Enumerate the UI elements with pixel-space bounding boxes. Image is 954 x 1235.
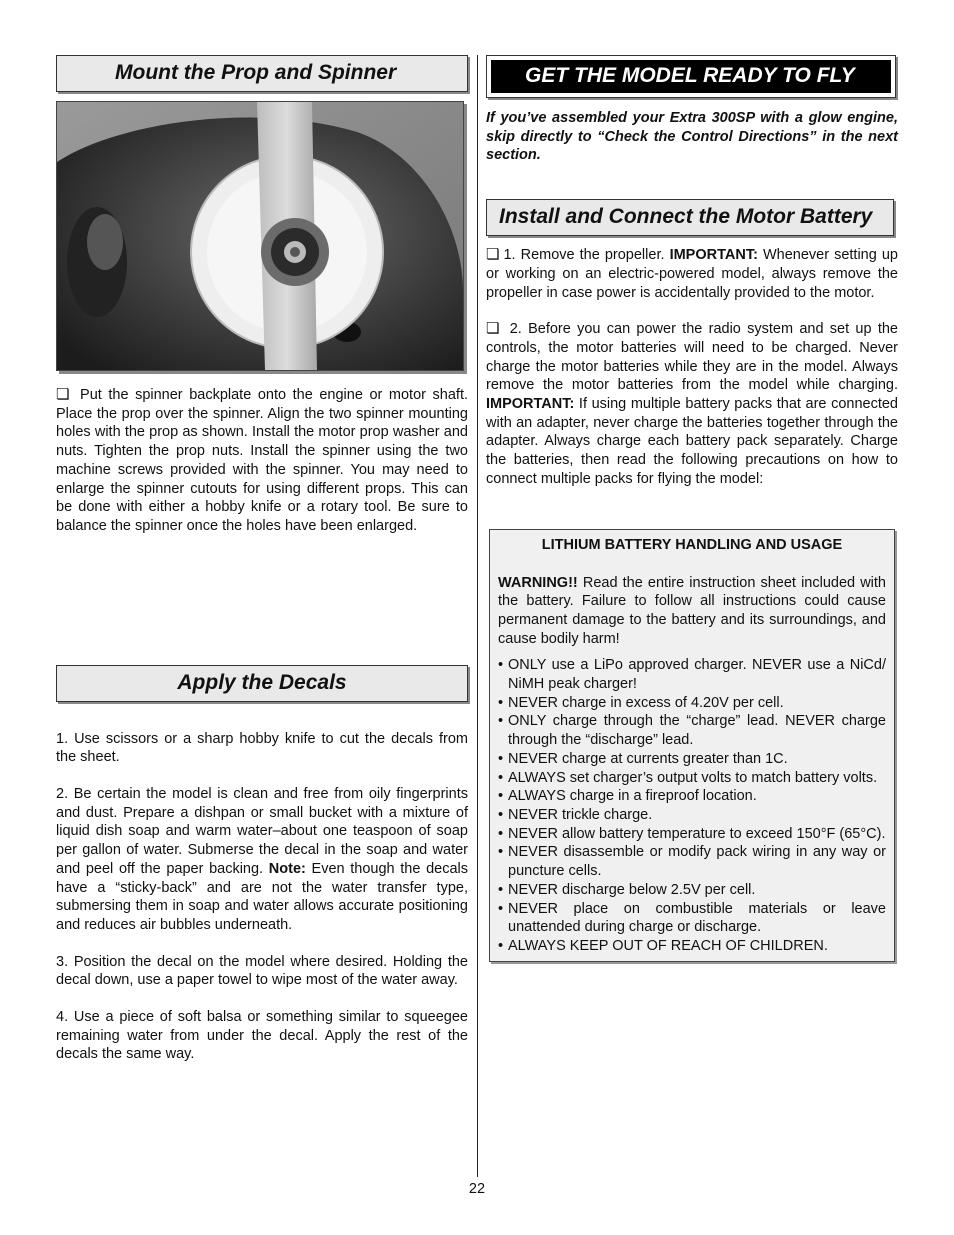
prop-spinner-photo [56, 101, 464, 371]
right-column [486, 55, 898, 962]
mount-prop-paragraph: ❏ Put the spinner backplate onto the engine or motor shaft. Place the prop over the spinner. Align the two spinner mounting holes with the prop as shown. Install the motor prop washer and nuts. Tighten the prop nuts. Install the spinner using the two machine screws provided with the spinner. You may need to enlarge the spinner cutouts for using different props. This can be done with either a hobby knife or a rotary tool. Be sure to balance the spinner once the holes have been enlarged. [56, 386, 469, 534]
list-item: • ALWAYS set charger’s output volts to match battery volts. [498, 769, 878, 786]
lithium-warning-box [489, 529, 895, 962]
mount-prop-heading: Mount the Prop and Spinner [56, 55, 468, 92]
checkbox-icon[interactable]: ❏ [56, 386, 70, 403]
list-item: • ALWAYS charge in a fireproof location. [498, 788, 757, 805]
list-item: • ALWAYS KEEP OUT OF REACH OF CHILDREN. [498, 937, 828, 954]
lithium-rules-list [498, 656, 886, 955]
decals-step-1: 1. Use scissors or a sharp hobby knife to cut the decals from the sheet. [56, 730, 468, 766]
ready-intro: If you’ve assembled your Extra 300SP with a glow engine, skip directly to “Check the Control Directions” in the next section. [486, 110, 898, 164]
lithium-box-title: LITHIUM BATTERY HANDLING AND USAGE [541, 536, 843, 553]
battery-step-2: ❏ 2. Before you can power the radio system and set up the controls, the motor batteries will need to be charged. Never charge the motor batteries while they are in the model. Always remove the motor batteries from the model while charging. IMPORTANT: If using multiple battery packs that are connected with an adapter, never charge the batteries together through the adapter. Always charge each battery pack separately. Charge the batteries, then read the following precautions on how to connect multiple packs for flying the model: [486, 320, 898, 487]
checkbox-icon[interactable]: ❏ [486, 246, 500, 264]
list-item: • NEVER allow battery temperature to exceed 150°F (65°C). [498, 825, 886, 842]
column-divider [477, 55, 478, 1177]
battery-step-1: ❏ 1. Remove the propeller. IMPORTANT: Whenever setting up or working on an electric-powered model, always remove the propeller in case power is accidentally provided to the motor. [486, 246, 898, 301]
decals-step-2: 2. Be certain the model is clean and free from oily fingerprints and dust. Prepare a dishpan or small bucket with a mixture of liquid dish soap and warm water–about one teaspoon of soap per gallon of water. Submerse the decal in the soap and water and peel off the paper backing. Note: Even though the decals have a “sticky-back” and are not the water transfer type, submersing them in soap and water allows accurate positioning and reduces air bubbles underneath. [56, 786, 469, 933]
list-item: • ONLY use a LiPo approved charger. NEVER use a NiCd/ NiMH peak charger! [498, 657, 886, 693]
ready-to-fly-heading: GET THE MODEL READY TO FLY [491, 60, 891, 93]
checkbox-icon[interactable]: ❏ [486, 320, 500, 338]
install-battery-heading: Install and Connect the Motor Battery [486, 199, 894, 236]
decals-step-3: 3. Position the decal on the model where desired. Holding the decal down, use a paper towel to wipe most of the water away. [56, 953, 468, 989]
left-column [56, 55, 468, 1064]
list-item: • NEVER discharge below 2.5V per cell. [498, 881, 756, 898]
apply-decals-heading: Apply the Decals [56, 665, 468, 702]
list-item: • NEVER trickle charge. [498, 806, 653, 823]
ready-heading-frame [486, 55, 896, 98]
list-item: • NEVER charge at currents greater than 1C. [498, 750, 788, 767]
decals-step-4: 4. Use a piece of soft balsa or something similar to squeegee remaining water from under the decal. Apply the rest of the decals the same way. [56, 1009, 468, 1063]
list-item: • NEVER charge in excess of 4.20V per cell. [498, 694, 784, 711]
list-item: • NEVER place on combustible materials or leave unattended during charge or discharge. [498, 900, 886, 936]
list-item: • NEVER disassemble or modify pack wiring in any way or puncture cells. [498, 844, 886, 880]
list-item: • ONLY charge through the “charge” lead. NEVER charge through the “discharge” lead. [498, 713, 886, 749]
page-number: 22 [468, 1181, 486, 1197]
lithium-warning-text: WARNING!! Read the entire instruction sheet included with the battery. Failure to follow all instructions could cause permanent damage to the battery and its surroundings, and cause bodily harm! [498, 574, 886, 647]
